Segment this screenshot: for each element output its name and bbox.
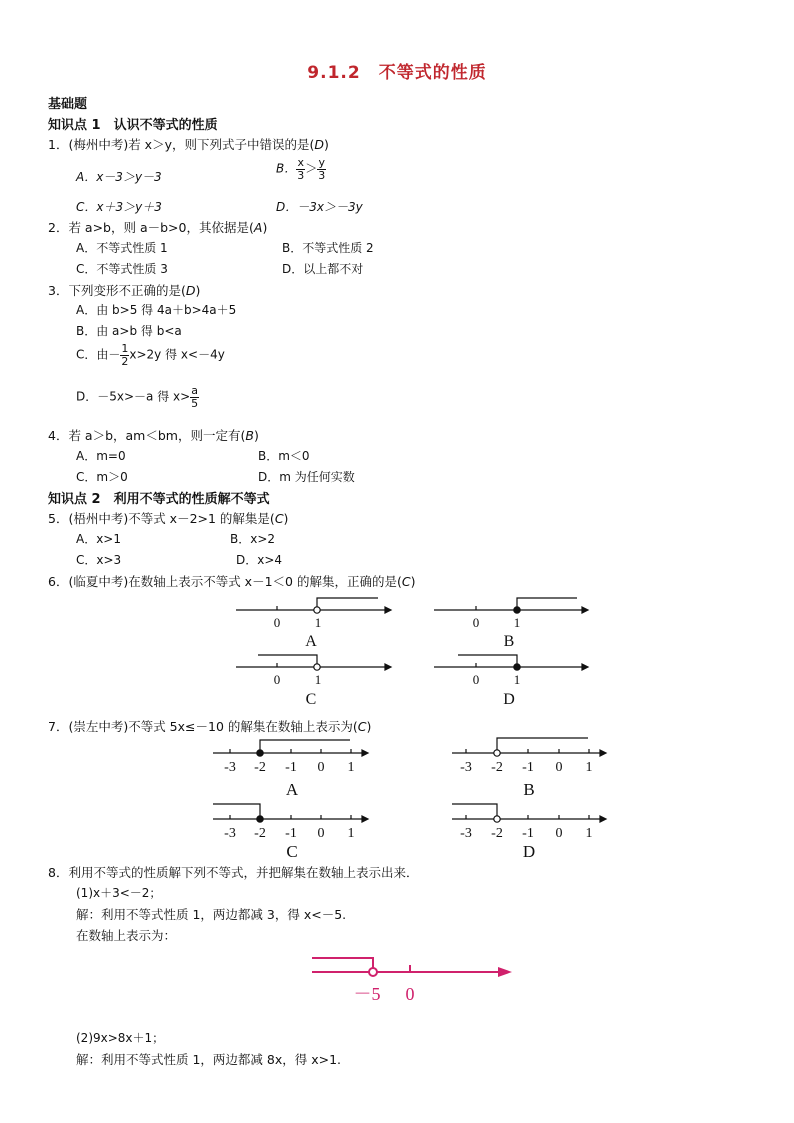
question-4-stem: 4．若 a＞b，am＜bm，则一定有(B) — [48, 428, 259, 443]
q7-a-label-m3: -3 — [224, 760, 236, 775]
q7-d-label-0: 0 — [555, 826, 563, 841]
q7-d-label-m3: -3 — [460, 826, 472, 841]
q7-c-label-m1: -1 — [285, 826, 297, 841]
q6-d-label-1: 1 — [513, 672, 521, 687]
q6-b-closed-dot — [514, 607, 520, 613]
q7-number-lines — [0, 734, 794, 860]
q8-part-1: (1)x＋3<－2； — [76, 886, 162, 900]
q7-c-label-0: 0 — [317, 826, 325, 841]
q1-option-c: C．x＋3＞y＋3 — [76, 200, 162, 214]
section-heading: 基础题 — [48, 97, 88, 112]
q6-a-open-dot — [314, 607, 320, 613]
q6-c-bracket — [258, 655, 317, 663]
q7-b-label-m3: -3 — [460, 760, 472, 775]
q6-a-label-1: 1 — [314, 615, 322, 630]
q6-a-arrow — [385, 607, 391, 613]
q8-part-1-solution: 解：利用不等式性质 1，两边都减 3，得 x<－5. — [76, 907, 347, 922]
q6-choice-b: B — [503, 633, 515, 650]
q6-choice-a: A — [305, 633, 317, 650]
q7-a-bracket — [260, 740, 350, 749]
q6-a-label-0: 0 — [273, 615, 281, 630]
q8-label-0: 0 — [405, 984, 415, 1004]
q6-b-label-0: 0 — [472, 615, 480, 630]
q3-option-b: B．由 a>b 得 b<a — [76, 324, 182, 338]
q7-b-label-m1: -1 — [522, 760, 534, 775]
q4-option-d: D．m 为任何实数 — [258, 470, 355, 484]
q7-b-bracket — [497, 738, 588, 749]
q6-a-bracket — [317, 598, 378, 606]
q7-a-label-m2: -2 — [254, 760, 266, 775]
q6-b-label-1: 1 — [513, 615, 521, 630]
knowledge-point-2: 知识点 2 利用不等式的性质解不等式 — [48, 492, 270, 507]
q6-choice-d: D — [503, 691, 515, 708]
q2-option-d: D．以上都不对 — [282, 262, 364, 276]
question-2-stem: 2．若 a>b，则 a－b>0，其依据是(A) — [48, 220, 268, 235]
q3-option-d: D．－5x>－a 得 x> $\frac{a}{5}$ — [76, 384, 199, 410]
q3-option-a: A．由 b>5 得 4a＋b>4a＋5 — [76, 303, 237, 317]
q3-option-c: C．由－ $\frac{1}{2}$ x>2y 得 x<－4y — [76, 342, 225, 368]
q7-d-open-dot — [494, 816, 500, 822]
question-8-stem: 8．利用不等式的性质解下列不等式，并把解集在数轴上表示出来． — [48, 865, 419, 880]
q6-c-arrow — [385, 664, 391, 670]
q7-c-arrow — [362, 816, 368, 822]
question-1-stem: 1．(梅州中考)若 x＞y，则下列式子中错误的是(D) — [48, 137, 329, 152]
q6-d-closed-dot — [514, 664, 520, 670]
q5-option-d: D．x>4 — [236, 553, 283, 567]
q7-choice-b: B — [523, 780, 535, 799]
q6-d-label-0: 0 — [472, 672, 480, 687]
q7-b-label-0: 0 — [555, 760, 563, 775]
q4-option-b: B．m＜0 — [258, 449, 310, 463]
q5-option-c: C．x>3 — [76, 553, 122, 567]
q7-choice-a: A — [285, 780, 299, 799]
q6-c-open-dot — [314, 664, 320, 670]
q7-d-label-1: 1 — [585, 826, 593, 841]
q5-option-a: A．x>1 — [76, 532, 122, 546]
q6-number-lines — [0, 590, 794, 710]
question-5-stem: 5．(梧州中考)不等式 x－2>1 的解集是(C) — [48, 511, 289, 526]
q7-b-label-m2: -2 — [491, 760, 503, 775]
question-7-stem: 7．(崇左中考)不等式 5x≤－10 的解集在数轴上表示为(C) — [48, 719, 372, 734]
q6-c-label-0: 0 — [273, 672, 281, 687]
q7-c-closed-dot — [257, 816, 263, 822]
q7-d-arrow — [600, 816, 606, 822]
q7-c-bracket — [213, 804, 260, 815]
knowledge-point-1: 知识点 1 认识不等式的性质 — [48, 118, 218, 133]
q7-choice-d: D — [522, 842, 536, 860]
q7-d-label-m2: -2 — [491, 826, 503, 841]
q8-arrow — [498, 967, 512, 977]
q2-option-b: B．不等式性质 2 — [282, 241, 374, 255]
q6-c-label-1: 1 — [314, 672, 322, 687]
q6-d-arrow — [582, 664, 588, 670]
q8-part-2-solution: 解：利用不等式性质 1，两边都减 8x，得 x>1. — [76, 1052, 342, 1067]
q7-a-label-1: 1 — [347, 760, 355, 775]
q7-b-arrow — [600, 750, 606, 756]
q7-b-open-dot — [494, 750, 500, 756]
q2-option-c: C．不等式性质 3 — [76, 262, 168, 276]
q8-part-1-axis-caption: 在数轴上表示为： — [76, 928, 177, 943]
q4-option-c: C．m＞0 — [76, 470, 128, 484]
q7-a-label-m1: -1 — [285, 760, 297, 775]
q6-b-bracket — [517, 598, 577, 606]
page-title: 9.1.2 不等式的性质 — [307, 63, 487, 83]
q7-c-label-m2: -2 — [254, 826, 266, 841]
q1-option-a: A．x－3＞y－3 — [76, 170, 162, 184]
q5-option-b: B．x>2 — [230, 532, 276, 546]
q6-choice-c: C — [305, 691, 317, 708]
q7-b-label-1: 1 — [585, 760, 593, 775]
q1-option-d: D．－3x＞－3y — [276, 200, 363, 214]
q7-c-label-1: 1 — [347, 826, 355, 841]
q8-number-line — [0, 950, 794, 1010]
q8-open-dot — [369, 968, 377, 976]
q7-choice-c: C — [286, 842, 298, 860]
q2-option-a: A．不等式性质 1 — [76, 241, 168, 255]
q8-part-2: (2)9x>8x＋1； — [76, 1031, 165, 1045]
q1-option-b: B． $\frac{x}{3}$ ＞ $\frac{y}{3}$ — [276, 156, 326, 182]
q7-a-arrow — [362, 750, 368, 756]
q6-d-bracket — [458, 655, 517, 663]
question-3-stem: 3．下列变形不正确的是(D) — [48, 283, 201, 298]
q4-option-a: A．m=0 — [76, 449, 126, 463]
q6-b-arrow — [582, 607, 588, 613]
q7-d-label-m1: -1 — [522, 826, 534, 841]
question-6-stem: 6．(临夏中考)在数轴上表示不等式 x－1＜0 的解集，正确的是(C) — [48, 574, 416, 589]
q7-d-bracket — [452, 804, 497, 815]
q8-bracket — [312, 958, 373, 968]
q7-a-closed-dot — [257, 750, 263, 756]
q8-label-m5: －5 — [353, 984, 381, 1004]
q7-c-label-m3: -3 — [224, 826, 236, 841]
q7-a-label-0: 0 — [317, 760, 325, 775]
